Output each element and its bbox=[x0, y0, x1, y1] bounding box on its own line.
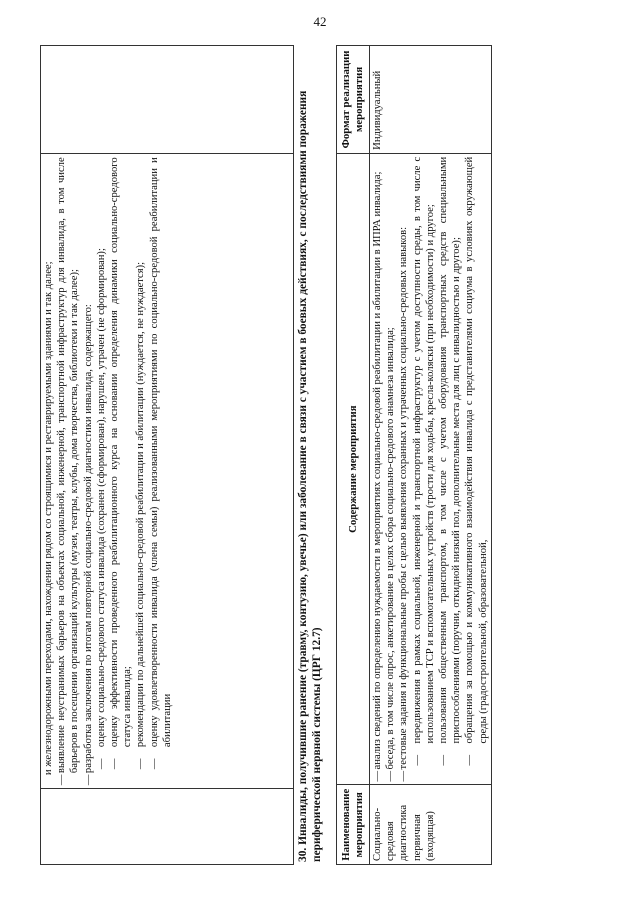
list-item-text: анализ сведений по определению нуждаемости в мероприятиях социально-средовой реабилитации и абилитации в ИПРА инвалида; bbox=[372, 171, 383, 770]
dash-marker: — bbox=[411, 754, 423, 766]
sub-list-item bbox=[134, 157, 147, 785]
page-number: 42 bbox=[313, 14, 327, 29]
list-item-text: оценку эффективности проведенного реабилитационного курса на основании определения динамики социально-средового статуса инвалида; bbox=[109, 157, 134, 748]
list-item-text: обращения за помощью и коммуникативного взаимодействия инвалида с представителями социума в условиях окружающей среды (градостроительной, образовательной, bbox=[464, 156, 489, 744]
header-name: Наименование мероприятия bbox=[337, 785, 370, 865]
list-item bbox=[384, 157, 397, 782]
list-item-text: рекомендации по дальнейшей социально-средовой реабилитации и абилитации (нуждается, не нуждается); bbox=[135, 261, 147, 748]
sub-list-item bbox=[437, 157, 463, 782]
activity-name-cell: Социально-средовая диагностика первичная (входящая) bbox=[370, 785, 492, 865]
section-heading: 30. Инвалиды, получившие ранение (травму, контузию, увечье) или заболевание в связи с участием в боевых действиях, с последствиями поражения периферической нервной системы (ЦРГ 12.7) bbox=[297, 90, 323, 862]
list-item-text: тестовые задания и функциональные пробы с целью выявления сохранных и утраченных социально-средовых навыков: bbox=[398, 226, 410, 770]
list-item-text: оценку социально-средового статуса инвалида (сохранен (сформирован), нарушен, утрачен (не сформирован); bbox=[95, 248, 107, 748]
dash-marker: — bbox=[464, 754, 476, 766]
sub-list-item bbox=[463, 157, 489, 782]
list-item-text: разработка заключения по итогам повторной социально-средовой диагностики инвалида, содержащего: bbox=[82, 304, 94, 774]
list-item-text: беседа, в том числе опрос, анкетирование в целях сбора социально-средового анамнеза инвалида; bbox=[385, 327, 397, 770]
dash-marker: — bbox=[135, 758, 147, 770]
sub-list-item bbox=[95, 157, 108, 785]
list-item bbox=[371, 157, 384, 782]
dash-marker: — bbox=[82, 774, 94, 786]
list-item-text: оценку удовлетворенности инвалида (члена семьи) реализованными мероприятиями по социально-средовой реабилитации и абилитации bbox=[148, 157, 173, 748]
header-format: Формат реализации мероприятия bbox=[337, 46, 370, 154]
activity-content-cell bbox=[370, 153, 492, 785]
dash-marker: — bbox=[109, 758, 121, 770]
dash-marker: — bbox=[372, 770, 383, 782]
activity-name-cell bbox=[41, 789, 294, 865]
table-row bbox=[370, 46, 492, 865]
sub-list-item bbox=[148, 157, 174, 785]
list-item bbox=[397, 157, 410, 782]
table-header-row bbox=[337, 46, 370, 865]
continuation-table bbox=[40, 45, 294, 865]
dash-marker: — bbox=[56, 774, 68, 786]
activities-table bbox=[336, 45, 492, 865]
list-item-text: выявление неустранимых барьеров на объектах социальной, инженерной, транспортной инфраструктур для инвалида, в том числе барьеров в посещении организаций культуры (музеи, театры, клубы, дома творчества, библиотеки и так далее); bbox=[56, 157, 81, 774]
dash-marker: — bbox=[95, 758, 107, 770]
table-row bbox=[41, 46, 294, 865]
list-item-text: пользования общественным транспортом, в том числе с учетом оборудования транспортных средств специальными приспособлениями (поручни, откидной низкий пол, дополнительные места для лиц с инвалидностью и другое); bbox=[438, 156, 463, 744]
list-item-text: передвижения в рамках социальной, инженерной и транспортной инфраструктур с учетом доступности среды, в том числе с использованием ТСР и вспомогательных устройств (трости для ходьбы, кресла-коляски (при необходимости) и другое; bbox=[411, 156, 436, 744]
dash-marker: — bbox=[385, 770, 397, 782]
header-content: Содержание мероприятия bbox=[337, 153, 370, 785]
dash-marker: — bbox=[438, 754, 450, 766]
rotated-sheet bbox=[0, 20, 640, 880]
sub-list-item bbox=[411, 157, 437, 782]
format-cell: Индивидуальный bbox=[370, 46, 492, 154]
dash-marker: — bbox=[398, 770, 410, 782]
sub-list-item bbox=[108, 157, 134, 785]
dash-marker: — bbox=[148, 758, 160, 770]
activity-content-cell bbox=[41, 154, 294, 789]
format-cell bbox=[41, 46, 294, 154]
list-item: и железнодорожными переходами, нахождении рядом со строящимися и реставрируемыми зданиями и так далее; bbox=[43, 261, 54, 776]
list-item bbox=[82, 157, 95, 785]
list-item bbox=[55, 157, 81, 785]
